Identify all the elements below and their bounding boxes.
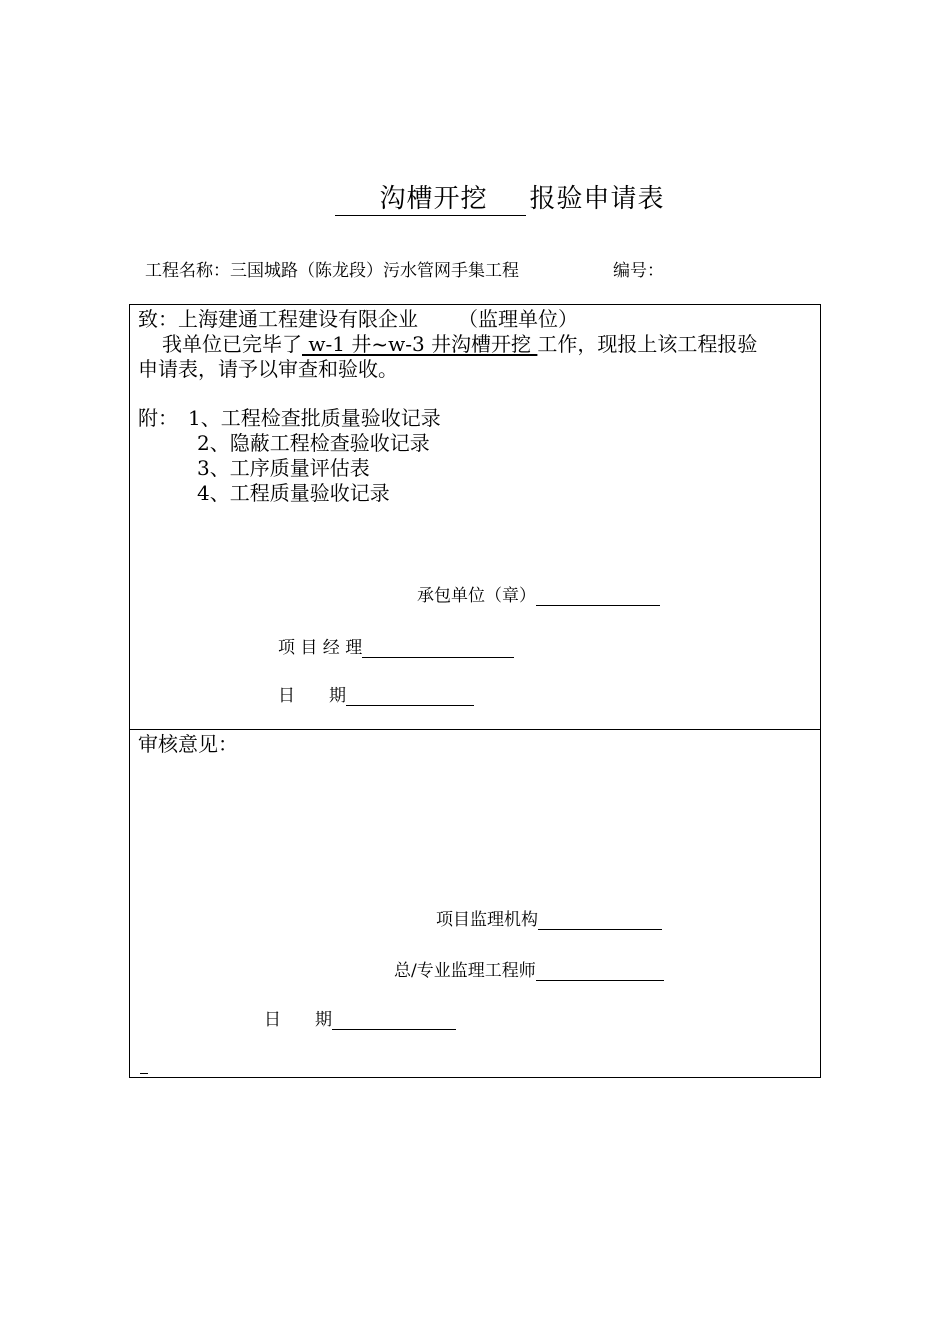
review-date-line: [264, 1005, 456, 1030]
stray-underline-mark: [140, 1073, 148, 1074]
request-body-prefix: 我单位已完毕了: [162, 332, 302, 356]
project-name-line: [145, 256, 519, 281]
attachments-label: 附：: [138, 406, 178, 430]
contractor-seal-label: 承包单位（章）: [417, 586, 536, 606]
review-date-label: 日 期: [264, 1010, 332, 1030]
project-manager-line: [278, 633, 514, 658]
review-opinion-label: 审核意见：: [138, 732, 238, 756]
supervision-agency-line: [436, 905, 662, 930]
attachments-line1: [138, 406, 441, 431]
form-title: [0, 178, 950, 216]
supervising-engineer-label: 总/专业监理工程师: [394, 961, 536, 981]
request-body-line2: 申请表，请予以审查和验收。: [138, 357, 398, 381]
addressee-label: 致：: [138, 307, 178, 331]
request-body-line1: [162, 332, 757, 357]
contractor-seal-line: [417, 581, 660, 606]
section-divider: [130, 729, 820, 730]
contractor-seal-field[interactable]: [536, 587, 660, 606]
addressee-role: （监理单位）: [458, 307, 578, 331]
contractor-date-line: [278, 681, 474, 706]
supervision-agency-label: 项目监理机构: [436, 910, 538, 930]
project-name-label: 工程名称：: [145, 261, 230, 281]
form-table: [129, 304, 821, 1078]
attachment-item: 2、隐蔽工程检查验收记录: [197, 431, 430, 455]
title-form-name: 报验申请表: [529, 184, 665, 214]
attachment-item: 1、工程检查批质量验收记录: [188, 406, 441, 430]
review-date-field[interactable]: [332, 1011, 456, 1030]
form-number-label: 编号：: [613, 261, 664, 281]
addressee-line: [138, 307, 578, 332]
contractor-date-field[interactable]: [346, 687, 474, 706]
supervising-engineer-line: [394, 956, 664, 981]
supervision-agency-field[interactable]: [538, 911, 662, 930]
project-manager-field[interactable]: [362, 639, 514, 658]
project-name-value: 三国城路（陈龙段）污水管网手集工程: [230, 261, 519, 281]
contractor-date-label: 日 期: [278, 686, 346, 706]
title-work-item: 沟槽开挖: [335, 185, 525, 216]
attachment-item: 3、工序质量评估表: [197, 456, 370, 480]
supervising-engineer-field[interactable]: [536, 962, 664, 981]
completed-work-field: w-1 井~w-3 井沟槽开挖: [302, 332, 538, 356]
project-manager-label: 项 目 经 理: [278, 638, 363, 658]
request-body-suffix: 工作，现报上该工程报验: [537, 332, 758, 356]
addressee-company: 上海建通工程建设有限企业: [178, 307, 418, 331]
attachment-item: 4、工程质量验收记录: [197, 481, 390, 505]
